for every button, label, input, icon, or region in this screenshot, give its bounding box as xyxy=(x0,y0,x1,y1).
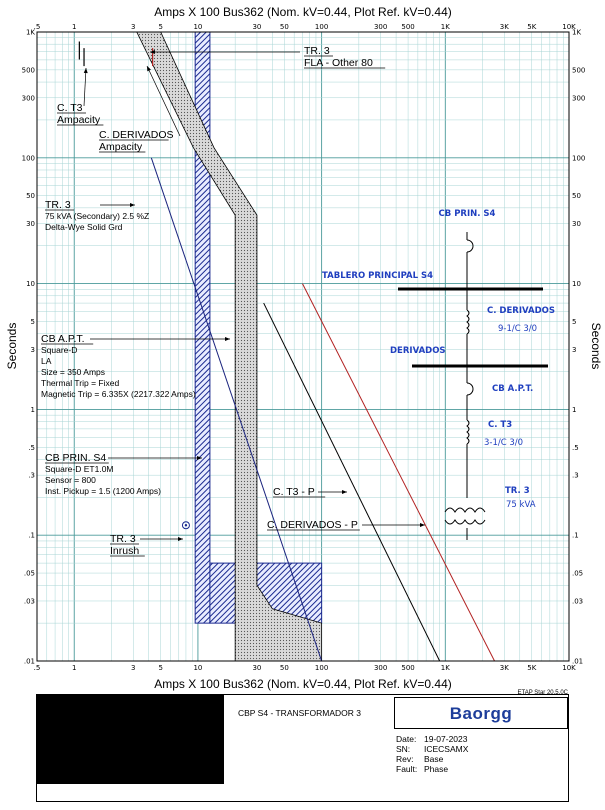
annotation-text: C. T3 xyxy=(57,102,83,114)
y-tick-label-right: 100 xyxy=(572,154,586,163)
annotation-text: TR. 3 xyxy=(110,533,136,545)
annotation-text: Sensor = 800 xyxy=(45,475,96,485)
x-tick-label-bottom: 10 xyxy=(193,664,203,672)
info-key: Date: xyxy=(396,734,417,744)
annotation-text: Inrush xyxy=(110,545,140,557)
chart-title-bottom: Amps X 100 Bus362 (Nom. kV=0.44, Plot Ref. kV=0.44) xyxy=(154,677,452,691)
annotation-arrowhead xyxy=(147,66,151,71)
x-tick-label-top: 1K xyxy=(440,23,450,31)
y-tick-label-right: 10 xyxy=(572,280,581,289)
transformer-primary xyxy=(445,508,485,512)
annotation-text: C. DERIVADOS xyxy=(99,129,174,141)
x-tick-label-bottom: 5 xyxy=(158,664,163,672)
annotation-text: Inst. Pickup = 1.5 (1200 Amps) xyxy=(45,486,161,496)
y-tick-label-right: .01 xyxy=(572,657,584,666)
y-tick-label-left: .5 xyxy=(28,443,35,452)
x-tick-label-top: 300 xyxy=(373,23,388,31)
info-value: Phase xyxy=(424,764,449,774)
y-tick-label-left: .1 xyxy=(28,531,35,540)
annotation-arrowhead xyxy=(225,337,230,341)
info-value: Base xyxy=(424,754,444,764)
x-tick-label-top: 100 xyxy=(314,23,329,31)
tablero-label: TABLERO PRINCIPAL S4 xyxy=(322,271,434,281)
y-tick-label-left: 500 xyxy=(21,66,35,75)
c-t3-size: 3-1/C 3/0 xyxy=(484,438,524,448)
info-value: 19-07-2023 xyxy=(424,734,468,744)
info-key: Rev: xyxy=(396,754,414,764)
y-tick-label-right: .1 xyxy=(572,531,579,540)
cable-c-t3 xyxy=(467,420,469,444)
annotation-text: Ampacity xyxy=(57,114,101,126)
cb-apt-label: CB A.P.T. xyxy=(492,384,534,394)
annotation-arrowhead xyxy=(130,203,135,207)
x-tick-label-bottom: 50 xyxy=(279,664,289,672)
chart-title-top: Amps X 100 Bus362 (Nom. kV=0.44, Plot Ref. kV=0.44) xyxy=(154,5,452,19)
x-tick-label-top: 500 xyxy=(401,23,415,31)
derivados-label: DERIVADOS xyxy=(390,346,446,356)
x-tick-label-top: 50 xyxy=(279,23,289,31)
x-tick-label-bottom: 3K xyxy=(499,664,509,672)
x-tick-label-bottom: 1 xyxy=(72,664,77,672)
y-tick-label-right: .03 xyxy=(572,597,584,606)
info-row xyxy=(396,754,468,764)
annotation-text: Magnetic Trip = 6.335X (2217.322 Amps) xyxy=(41,389,196,399)
annotation-text: TR. 3 xyxy=(45,199,71,211)
logo-box xyxy=(394,697,568,729)
annotation-text: Square-D ET1.0M xyxy=(45,464,114,474)
info-row xyxy=(396,734,468,744)
info-row xyxy=(396,744,468,754)
one-line-diagram xyxy=(322,209,555,540)
etap-version: ETAP Star 20.5.0C xyxy=(517,690,568,696)
info-key: Fault: xyxy=(396,764,418,774)
y-tick-label-right: 1K xyxy=(572,28,582,37)
y-tick-label-left: 100 xyxy=(21,154,35,163)
x-tick-label-bottom: 3 xyxy=(131,664,136,672)
company-logo: Baorgg xyxy=(449,704,513,723)
x-tick-label-top: 1 xyxy=(72,23,77,31)
drawing-title: CBP S4 - TRANSFORMADOR 3 xyxy=(238,708,361,718)
y-tick-label-left: .05 xyxy=(23,569,35,578)
y-tick-label-right: 3 xyxy=(572,345,577,354)
x-tick-label-top: .5 xyxy=(33,23,41,31)
annotation-arrowhead xyxy=(84,68,88,73)
c-t3-label: C. T3 xyxy=(488,420,513,430)
tr3-label: TR. 3 xyxy=(505,486,530,496)
annotation-arrowhead xyxy=(178,537,183,541)
drawing-info xyxy=(396,734,468,774)
annotation-text: CB PRIN. S4 xyxy=(45,452,107,464)
info-row xyxy=(396,764,468,774)
x-tick-label-bottom: 1K xyxy=(440,664,450,672)
y-tick-label-left: 10 xyxy=(26,280,35,289)
x-tick-label-top: 10 xyxy=(193,23,203,31)
x-tick-label-top: 3K xyxy=(499,23,509,31)
y-tick-label-left: 50 xyxy=(26,192,35,201)
x-tick-label-bottom: 5K xyxy=(527,664,537,672)
annotation-text: LA xyxy=(41,356,52,366)
y-tick-label-right: 500 xyxy=(572,66,586,75)
x-tick-label-top: 5 xyxy=(158,23,163,31)
y-tick-label-left: 3 xyxy=(30,345,35,354)
cb-prin-label: CB PRIN. S4 xyxy=(438,209,496,219)
x-tick-label-top: 10K xyxy=(562,23,576,31)
breaker-cb-prin xyxy=(467,240,473,252)
transformer-secondary xyxy=(445,520,485,524)
y-axis-label-left: Seconds xyxy=(5,322,19,370)
x-tick-label-bottom: 100 xyxy=(314,664,329,672)
annotation-text: Square-D xyxy=(41,345,78,355)
y-tick-label-left: 30 xyxy=(26,220,35,229)
x-tick-label-top: 30 xyxy=(252,23,262,31)
annotation-text: C. DERIVADOS - P xyxy=(267,519,358,531)
annotation-text: 75 kVA (Secondary) 2.5 %Z xyxy=(45,211,150,221)
x-tick-label-top: 5K xyxy=(527,23,537,31)
y-tick-label-left: .03 xyxy=(23,597,35,606)
series-line xyxy=(302,284,494,661)
breaker-cb-apt xyxy=(467,383,473,395)
y-tick-label-left: 1 xyxy=(30,405,35,414)
y-tick-label-right: 5 xyxy=(572,317,577,326)
y-tick-label-right: .05 xyxy=(572,569,584,578)
annotation-leader xyxy=(84,68,86,106)
y-tick-label-left: 300 xyxy=(21,94,35,103)
y-tick-label-right: 1 xyxy=(572,405,577,414)
y-tick-label-right: 300 xyxy=(572,94,586,103)
info-key: SN: xyxy=(396,744,411,754)
annotation-text: FLA - Other 80 xyxy=(304,57,373,69)
y-tick-label-right: 50 xyxy=(572,192,581,201)
annotation-text: Size = 350 Amps xyxy=(41,367,106,377)
x-tick-label-bottom: .5 xyxy=(33,664,41,672)
annotation-text: TR. 3 xyxy=(304,45,330,57)
x-tick-label-bottom: 500 xyxy=(401,664,415,672)
y-tick-label-left: 5 xyxy=(30,317,35,326)
annotation-arrowhead xyxy=(342,490,347,494)
annotations xyxy=(41,45,425,557)
tr3-kva: 75 kVA xyxy=(506,500,536,510)
y-tick-label-right: .3 xyxy=(572,471,579,480)
annotation-text: Ampacity xyxy=(99,141,143,153)
x-tick-label-top: 3 xyxy=(131,23,136,31)
info-value: ICECSAMX xyxy=(424,744,469,754)
annotation-text: Thermal Trip = Fixed xyxy=(41,378,120,388)
y-tick-label-left: 1K xyxy=(25,28,35,37)
y-tick-label-right: 30 xyxy=(572,220,581,229)
y-tick-label-left: .01 xyxy=(23,657,35,666)
annotation-text: C. T3 - P xyxy=(273,486,315,498)
annotation-text: Delta-Wye Solid Grd xyxy=(45,222,123,232)
redacted-area xyxy=(36,694,224,784)
x-tick-label-bottom: 30 xyxy=(252,664,262,672)
c-derivados-label: C. DERIVADOS xyxy=(487,306,555,316)
x-tick-label-bottom: 10K xyxy=(562,664,576,672)
x-tick-label-bottom: 300 xyxy=(373,664,388,672)
cable-c-derivados xyxy=(467,310,469,334)
inrush-marker-dot xyxy=(185,524,187,526)
y-axis-label-right: Seconds xyxy=(589,322,603,370)
y-tick-label-left: .3 xyxy=(28,471,35,480)
y-tick-label-right: .5 xyxy=(572,443,579,452)
annotation-text: CB A.P.T. xyxy=(41,333,85,345)
c-derivados-size: 9-1/C 3/0 xyxy=(498,324,538,334)
